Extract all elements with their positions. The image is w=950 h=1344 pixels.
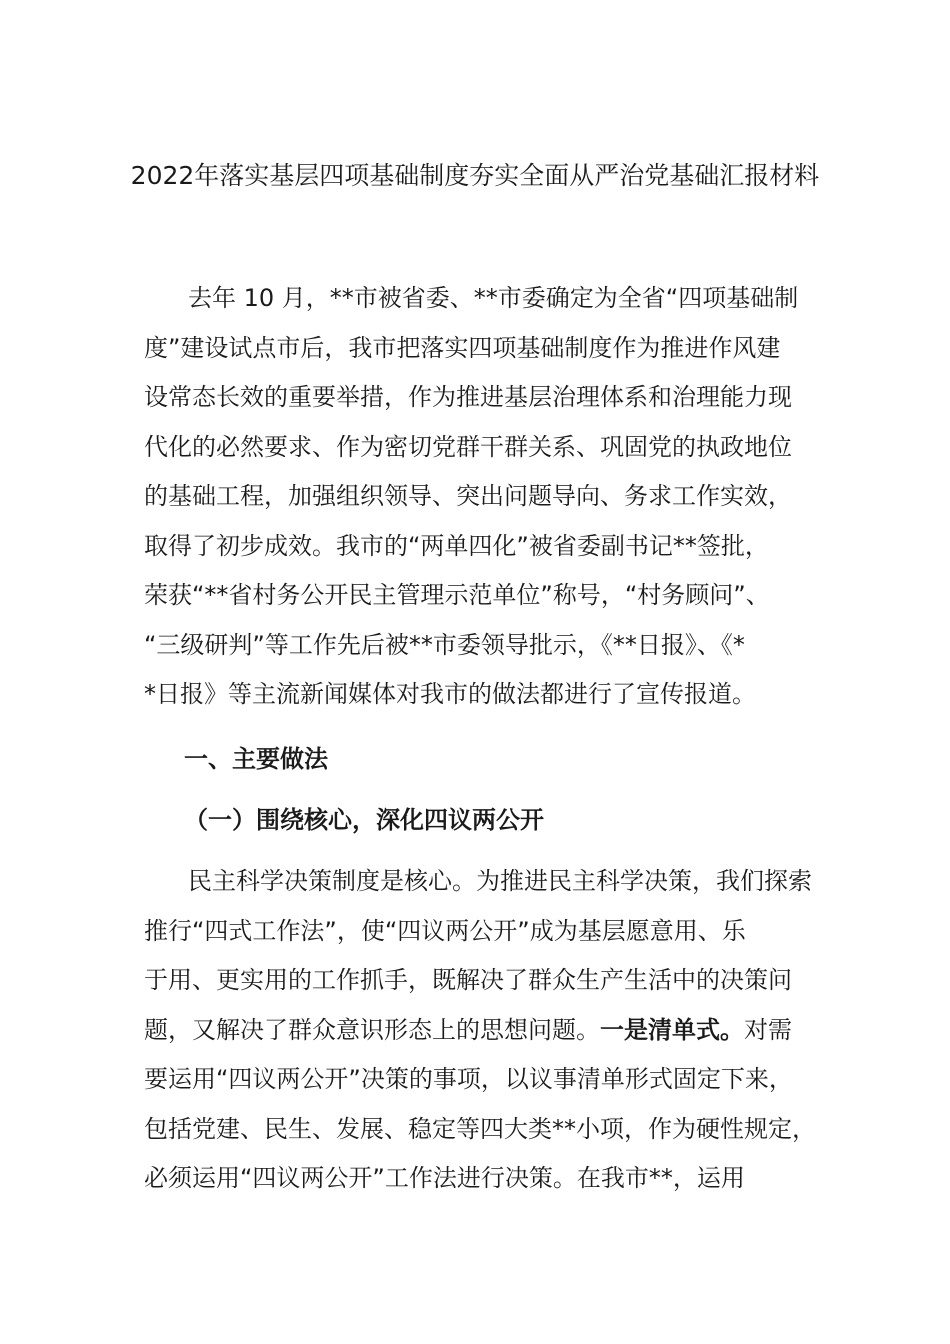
paragraph-line: 设常态长效的重要举措，作为推进基层治理体系和治理能力现 <box>144 383 792 411</box>
paragraph-line: 去年 10 月，**市被省委、**市委确定为全省“四项基础制 <box>188 284 799 312</box>
section-paragraph <box>144 857 816 1204</box>
paragraph-line: *日报》等主流新闻媒体对我市的做法都进行了宣传报道。 <box>144 680 756 708</box>
paragraph-line: 必须运用“四议两公开”工作法进行决策。在我市**，运用 <box>144 1164 745 1192</box>
paragraph-line: 要运用“四议两公开”决策的事项，以议事清单形式固定下来， <box>144 1065 793 1093</box>
paragraph-line: 包括党建、民生、发展、稳定等四大类**小项，作为硬性规定， <box>144 1114 816 1143</box>
paragraph-line: 于用、更实用的工作抓手，既解决了群众生产生活中的决策问 <box>144 966 792 994</box>
paragraph-line: 取得了初步成效。我市的“两单四化”被省委副书记**签批， <box>144 531 769 560</box>
paragraph-line: 推行“四式工作法”，使“四议两公开”成为基层愿意用、乐 <box>144 916 746 945</box>
paragraph-line: 民主科学决策制度是核心。为推进民主科学决策，我们探索 <box>188 867 812 895</box>
paragraph-line <box>144 1006 812 1056</box>
paragraph-line: “三级研判”等工作先后被**市委领导批示，《**日报》、《* <box>144 630 745 659</box>
line-text: 题，又解决了群众意识形态上的思想问题。 <box>144 1015 600 1044</box>
paragraph-line: 代化的必然要求、作为密切党群干群关系、巩固党的执政地位 <box>144 432 792 461</box>
paragraph-line: 荣获“**省村务公开民主管理示范单位”称号，“村务顾问”、 <box>144 581 770 609</box>
paragraph-line: 的基础工程，加强组织领导、突出问题导向、务求工作实效， <box>144 482 792 510</box>
document-title: 2022年落实基层四项基础制度夯实全面从严治党基础汇报材料 <box>130 161 820 190</box>
line-text: 对需 <box>744 1015 792 1044</box>
intro-paragraph <box>144 274 812 720</box>
section-heading: 一、主要做法 <box>184 745 328 773</box>
paragraph-line: 度”建设试点市后，我市把落实四项基础制度作为推进作风建 <box>144 333 781 362</box>
subsection-heading: （一）围绕核心，深化四议两公开 <box>184 806 544 834</box>
bold-lead: 一是清单式。 <box>600 1015 744 1044</box>
